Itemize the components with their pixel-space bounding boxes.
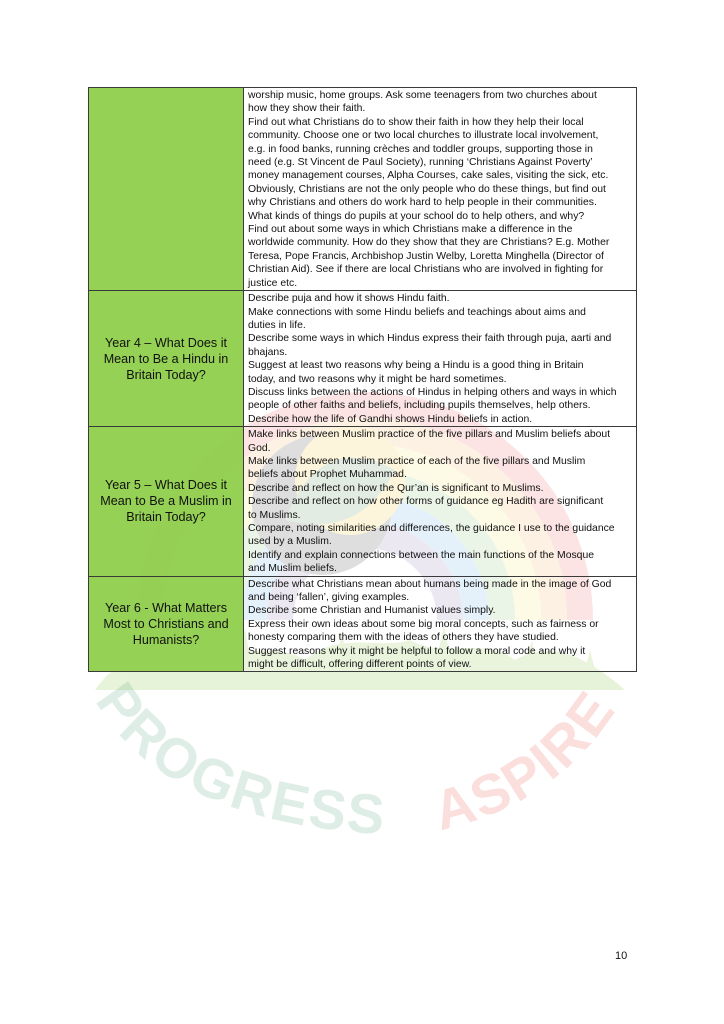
description-line: Describe puja and how it shows Hindu faith.: [248, 293, 450, 305]
description-line: Obviously, Christians are not the only people who do these things, but find out: [248, 183, 606, 195]
description-line: Make links between Muslim practice of the five pillars and Muslim beliefs about: [248, 429, 611, 441]
description-line: worship music, home groups. Ask some teenagers from two churches about: [248, 90, 597, 101]
table-row: [89, 427, 637, 576]
description-line: need (e.g. St Vincent de Paul Society), running ‘Christians Against Poverty’: [248, 157, 593, 169]
watermark-word-left: PROGRESS: [84, 671, 389, 847]
curriculum-table: [88, 87, 637, 672]
description-line: Describe and reflect on how the Qur’an is significant to Muslims.: [248, 482, 544, 494]
description-line: e.g. in food banks, running crèches and toddler groups, supporting those in: [248, 143, 593, 155]
description-line: God.: [248, 442, 271, 454]
description-line: beliefs about Prophet Muhammad.: [248, 469, 407, 481]
description-line: Make links between Muslim practice of each of the five pillars and Muslim: [248, 455, 586, 467]
description-line: What kinds of things do pupils at your school do to help others, and why?: [248, 210, 585, 222]
description-line: worldwide community. How do they show that they are Christians? E.g. Mother: [248, 237, 610, 249]
description-line: honesty comparing them with the ideas of others they have studied.: [248, 632, 559, 644]
svg-text:PROGRESS: [84, 671, 388, 846]
description-line: Identify and explain connections between the main functions of the Mosque: [248, 549, 595, 561]
description-line: Teresa, Pope Francis, Archbishop Justin Welby, Loretta Minghella (Director of: [248, 250, 604, 262]
description-line: Make connections with some Hindu beliefs and teachings about aims and: [248, 306, 586, 318]
description-line: justice etc.: [248, 277, 298, 289]
description-line: Describe what Christians mean about humans being made in the image of God: [248, 578, 612, 590]
year-cell: Year 6 - What Matters Most to Christians and Humanists?: [89, 576, 244, 672]
description-line: might be difficult, offering different points of view.: [248, 659, 472, 671]
description-line: today, and two reasons why it might be hard sometimes.: [248, 373, 507, 385]
description-cell: [244, 427, 637, 576]
description-line: Describe some Christian and Humanist values simply.: [248, 605, 496, 617]
description-line: Find out what Christians do to show their faith in how they help their local: [248, 116, 584, 128]
description-line: why Christians and others do work hard to help people in their communities.: [248, 197, 597, 209]
description-line: Christian Aid). See if there are local Christians who are involved in fighting for: [248, 264, 604, 276]
description-cell: [244, 576, 637, 672]
description-line: Discuss links between the actions of Hindus in helping others and ways in which: [248, 386, 617, 398]
table-row: [89, 291, 637, 427]
description-line: Suggest reasons why it might be helpful to follow a moral code and why it: [248, 645, 586, 657]
table-row: [89, 88, 637, 291]
table-row: [89, 576, 637, 672]
year-cell: [89, 88, 244, 291]
description-line: Compare, noting similarities and differences, the guidance I use to the guidance: [248, 523, 615, 534]
description-line: Find out about some ways in which Christians make a difference in the: [248, 224, 573, 236]
description-line: Express their own ideas about some big moral concepts, such as fairness or: [248, 618, 599, 630]
description-line: Describe how the life of Gandhi shows Hindu beliefs in action.: [248, 413, 533, 425]
description-line: Describe and reflect on how other forms of guidance eg Hadith are significant: [248, 496, 604, 508]
svg-text:ASPIRE: [426, 679, 627, 842]
description-line: Describe some ways in which Hindus express their faith through puja, aarti and: [248, 333, 612, 345]
description-line: money management courses, Alpha Courses, cake sales, visiting the sick, etc.: [248, 170, 609, 182]
description-line: people of other faiths and beliefs, including pupils themselves, help others.: [248, 400, 591, 412]
description-line: to Muslims.: [248, 509, 301, 521]
description-line: and being ‘fallen’, giving examples.: [248, 592, 410, 604]
description-line: duties in life.: [248, 319, 306, 331]
description-cell: [244, 291, 637, 427]
year-cell: Year 5 – What Does it Mean to Be a Muslim in Britain Today?: [89, 427, 244, 576]
description-line: used by a Muslim.: [248, 536, 332, 548]
description-line: bhajans.: [248, 346, 288, 358]
description-line: how they show their faith.: [248, 103, 366, 115]
description-line: Suggest at least two reasons why being a Hindu is a good thing in Britain: [248, 360, 584, 372]
description-line: community. Choose one or two local churches to illustrate local involvement,: [248, 130, 599, 142]
watermark-word-right: ASPIRE: [426, 678, 628, 843]
page-number: 10: [615, 950, 628, 962]
description-cell: [244, 88, 637, 291]
year-cell: Year 4 – What Does it Mean to Be a Hindu in Britain Today?: [89, 291, 244, 427]
description-line: and Muslim beliefs.: [248, 563, 337, 575]
